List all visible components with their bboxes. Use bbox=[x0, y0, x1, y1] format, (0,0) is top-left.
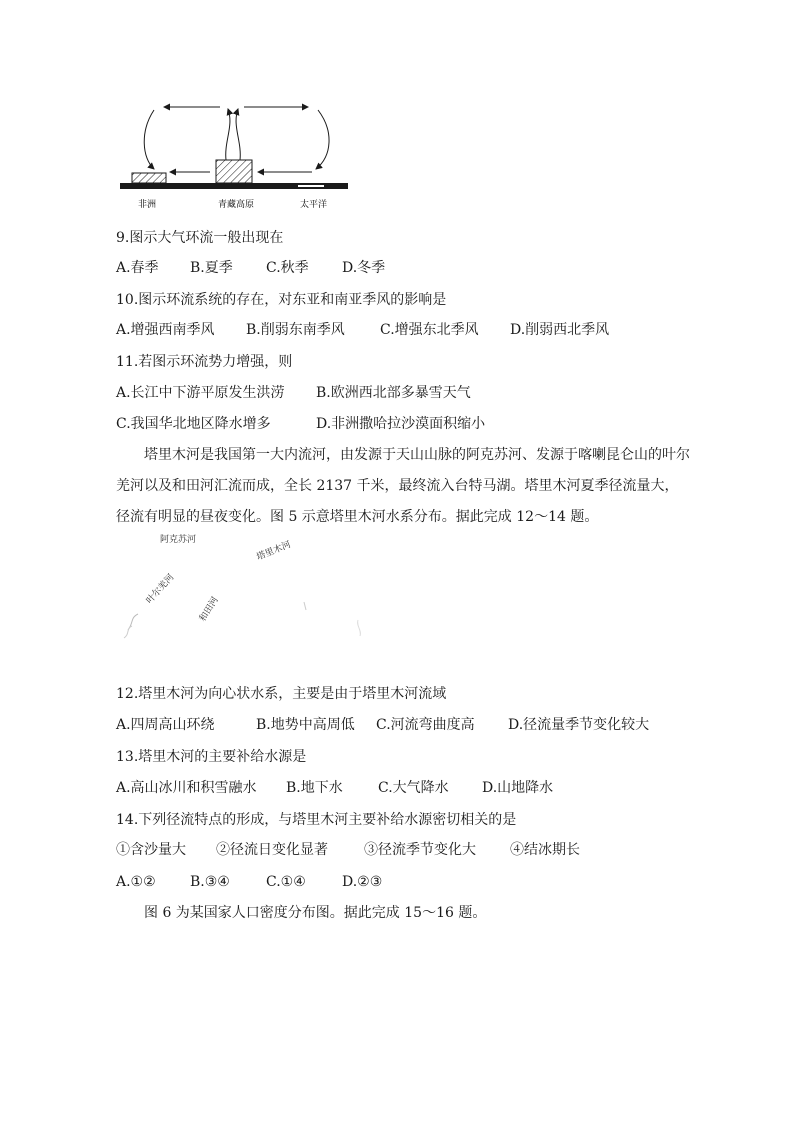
q11-stem: 11.若图示环流势力增强，则 bbox=[116, 354, 293, 370]
q10-option-b[interactable]: B.削弱东南季风 bbox=[246, 322, 345, 338]
q14-stem: 14.下列径流特点的形成，与塔里木河主要补给水源密切相关的是 bbox=[116, 812, 517, 828]
q13-option-b[interactable]: B.地下水 bbox=[286, 780, 343, 796]
q10-option-c[interactable]: C.增强东北季风 bbox=[380, 322, 479, 338]
q14-items bbox=[116, 840, 580, 860]
q14-item-3: ③径流季节变化大 bbox=[364, 842, 476, 858]
q9-options bbox=[116, 258, 385, 278]
circulation-diagram bbox=[112, 96, 362, 216]
q14-options bbox=[116, 872, 382, 892]
q14-item-2: ②径流日变化显著 bbox=[216, 842, 328, 858]
q14-item-1: ①含沙量大 bbox=[116, 842, 186, 858]
passage-population: 图 6 为某国家人口密度分布图。据此完成 15～16 题。 bbox=[144, 905, 487, 921]
q9-option-c[interactable]: C.秋季 bbox=[266, 260, 309, 276]
q14-option-d[interactable]: D.②③ bbox=[342, 874, 383, 890]
q12-option-b[interactable]: B.地势中高周低 bbox=[256, 717, 355, 733]
q13-option-d[interactable]: D.山地降水 bbox=[482, 780, 554, 796]
q14-option-b[interactable]: B.③④ bbox=[190, 874, 230, 890]
q10-option-d[interactable]: D.削弱西北季风 bbox=[510, 322, 610, 338]
q13-option-a[interactable]: A.高山冰川和积雪融水 bbox=[116, 780, 257, 796]
q12-options bbox=[116, 715, 649, 735]
q11-options-row1 bbox=[116, 383, 471, 403]
q13-stem: 13.塔里木河的主要补给水源是 bbox=[116, 749, 307, 765]
q9-option-a[interactable]: A.春季 bbox=[116, 260, 159, 276]
label-africa: 非洲 bbox=[138, 200, 157, 210]
q14-option-c[interactable]: C.①④ bbox=[266, 874, 306, 890]
q9-option-b[interactable]: B.夏季 bbox=[190, 260, 233, 276]
q11-options-row2 bbox=[116, 414, 485, 434]
q9-stem: 9.图示大气环流一般出现在 bbox=[116, 230, 284, 246]
q11-option-d[interactable]: D.非洲撒哈拉沙漠面积缩小 bbox=[316, 416, 486, 432]
label-tibet: 青藏高原 bbox=[218, 200, 255, 210]
q10-options bbox=[116, 320, 609, 340]
tarim-river-map bbox=[112, 530, 402, 650]
label-aksu: 阿克苏河 bbox=[160, 535, 197, 545]
q9-option-d[interactable]: D.冬季 bbox=[342, 260, 386, 276]
label-pacific: 太平洋 bbox=[300, 200, 328, 210]
q10-option-a[interactable]: A.增强西南季风 bbox=[116, 322, 215, 338]
q11-option-a[interactable]: A.长江中下游平原发生洪涝 bbox=[116, 385, 285, 401]
q12-option-d[interactable]: D.径流量季节变化较大 bbox=[508, 717, 650, 733]
q13-options bbox=[116, 778, 553, 798]
q12-option-a[interactable]: A.四周高山环绕 bbox=[116, 717, 215, 733]
label-yarkand: 叶尔羌河 bbox=[144, 572, 177, 607]
passage-tarim: 塔里木河是我国第一大内流河，由发源于天山山脉的阿克苏河、发源于喀喇昆仑山的叶尔羌河以及和田河汇流而成，全长 2137 千米，最终流入台特马湖。塔里木河夏季径流量大，径流有明显的昼夜变化。图 5 示意塔里木河水系分布。据此完成 12～14 题。 bbox=[116, 447, 690, 525]
q11-option-b[interactable]: B.欧洲西北部多暴雪天气 bbox=[316, 385, 471, 401]
q12-stem: 12.塔里木河为向心状水系，主要是由于塔里木河流域 bbox=[116, 686, 447, 702]
q13-option-c[interactable]: C.大气降水 bbox=[378, 780, 449, 796]
q14-option-a[interactable]: A.①② bbox=[116, 874, 156, 890]
q12-option-c[interactable]: C.河流弯曲度高 bbox=[376, 717, 475, 733]
q14-item-4: ④结冰期长 bbox=[510, 842, 580, 858]
q11-option-c[interactable]: C.我国华北地区降水增多 bbox=[116, 416, 271, 432]
label-tarim: 塔里木河 bbox=[255, 540, 293, 563]
label-hotan: 和田河 bbox=[198, 595, 221, 624]
q10-stem: 10.图示环流系统的存在，对东亚和南亚季风的影响是 bbox=[116, 292, 447, 308]
